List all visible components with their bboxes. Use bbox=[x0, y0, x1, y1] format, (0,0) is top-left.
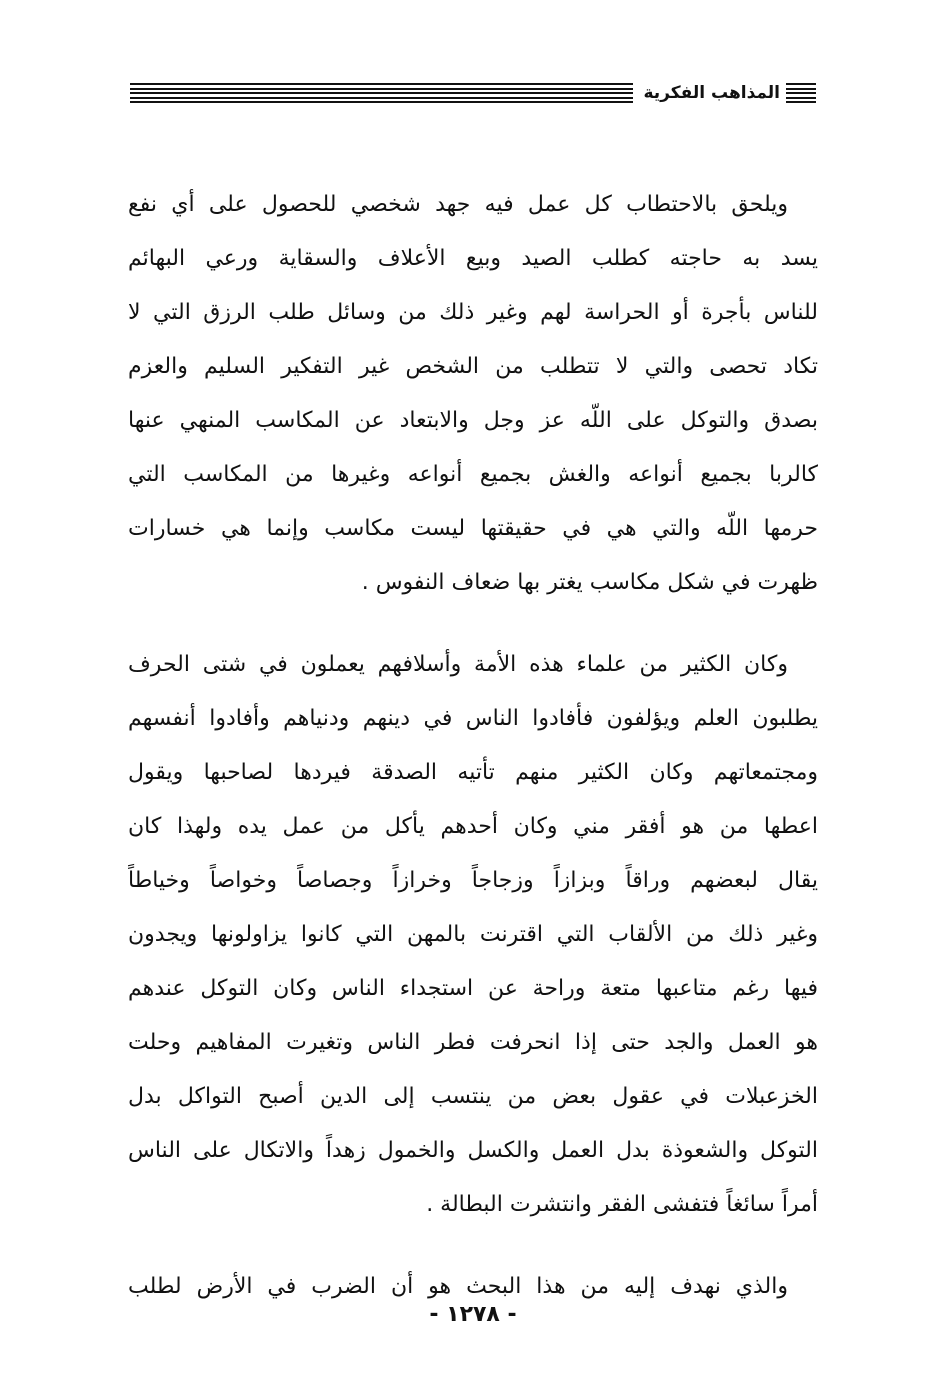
text-line: ويلحق بالاحتطاب كل عمل فيه جهد شخصي للحصول على أي نفع bbox=[128, 192, 788, 217]
text-line: حرمها اللّه والتي هي في حقيقتها ليست مكاسب وإنما هي خسارات bbox=[128, 516, 818, 541]
running-header bbox=[130, 80, 816, 106]
text-line: تكاد تحصى والتي لا تتطلب من الشخص غير التفكير السليم والعزم bbox=[128, 354, 818, 379]
text-line: وغير ذلك من الألقاب التي اقترنت بالمهن التي كانوا يزاولونها ويجدون bbox=[128, 922, 818, 947]
page-number: - ١٢٧٨ - bbox=[429, 1302, 517, 1327]
text-line: يطلبون العلم ويؤلفون فأفادوا الناس في دينهم ودنياهم وأفادوا أنفسهم bbox=[128, 706, 818, 731]
text-line: التوكل والشعوذة بدل العمل والكسل والخمول زهداً والاتكال على الناس bbox=[128, 1138, 818, 1163]
text-line: فيها رغم متاعبها متعة وراحة عن استجداء الناس وكان التوكل عندهم bbox=[128, 976, 818, 1001]
text-line: اعطها من هو أفقر مني وكان أحدهم يأكل من عمل يده ولهذا كان bbox=[128, 814, 818, 839]
text-line: بصدق والتوكل على اللّه عز وجل والابتعاد عن المكاسب المنهي عنها bbox=[128, 408, 818, 433]
text-line: للناس بأجرة أو الحراسة لهم وغير ذلك من وسائل طلب الرزق التي لا bbox=[128, 300, 818, 325]
text-line: وكان الكثير من علماء هذه الأمة وأسلافهم يعملون في شتى الحرف bbox=[128, 652, 788, 677]
paragraph-1 bbox=[128, 178, 818, 610]
text-line: أمراً سائغاً فتفشى الفقر وانتشرت البطالة . bbox=[426, 1192, 818, 1217]
text-line: ومجتمعاتهم وكان الكثير منهم تأتيه الصدقة فيردها لصاحبها ويقول bbox=[128, 760, 818, 785]
header-title: المذاهب الفكرية bbox=[643, 83, 780, 103]
text-line: يقال لبعضهم وراقاً وبزازاً وزجاجاً وخرازاً وجصاصاً وخواصاً وخياطاً bbox=[128, 868, 818, 893]
text-line: يسد به حاجته كطلب الصيد وبيع الأعلاف والسقاية ورعي البهائم bbox=[128, 246, 818, 271]
text-line: الخزعبلات في عقول بعض من ينتسب إلى الدين أصبح التواكل بدل bbox=[128, 1084, 818, 1109]
header-rule bbox=[130, 83, 633, 103]
text-line: كالربا بجميع أنواعه والغش بجميع أنواعه وغيرها من المكاسب التي bbox=[128, 462, 818, 487]
text-line: هو العمل والجد حتى إذا انحرفت فطر الناس وتغيرت المفاهيم وحلت bbox=[128, 1030, 818, 1055]
text-line: والذي نهدف إليه من هذا البحث هو أن الضرب في الأرض لطلب bbox=[128, 1274, 788, 1299]
paragraph-2 bbox=[128, 638, 818, 1232]
text-line: ظهرت في شكل مكاسب يغتر بها ضعاف النفوس . bbox=[361, 570, 818, 595]
page-body bbox=[128, 178, 818, 1314]
header-ornament-icon bbox=[786, 83, 816, 103]
